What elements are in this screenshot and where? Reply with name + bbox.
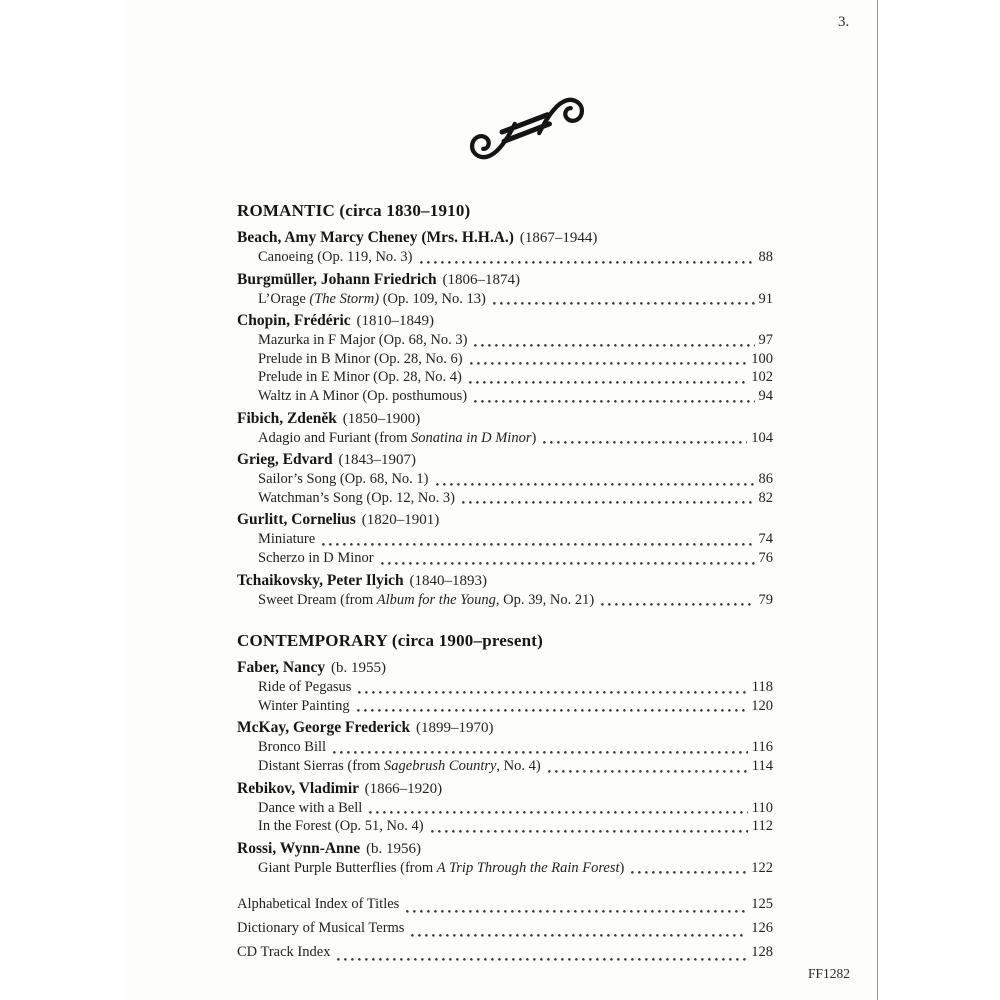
toc-entry: [237, 489, 773, 508]
page-ref: 86: [758, 471, 773, 488]
index-list: [237, 892, 773, 964]
page-ref: 82: [758, 489, 773, 506]
page-ref: 91: [758, 290, 773, 307]
composer-dates: (b. 1956): [366, 840, 422, 857]
composer-group: [237, 838, 773, 878]
piece-list: [237, 799, 773, 836]
toc-entry: [237, 916, 773, 940]
toc-entry: [237, 738, 773, 757]
piece-title: [258, 678, 351, 697]
piece-title: [258, 489, 455, 508]
piece-title-segment: Dance with a Bell: [258, 799, 363, 816]
dot-leader: [406, 916, 749, 940]
toc-entry: [237, 368, 773, 387]
page-ref: 94: [758, 387, 773, 404]
piece-title-segment: , Op. 39, No. 21): [495, 591, 595, 608]
piece-title: [258, 331, 467, 350]
page-ref: 76: [758, 549, 773, 566]
toc-entry: [237, 591, 773, 610]
dot-leader: [538, 429, 749, 448]
piece-title-segment: Bronco Bill: [258, 739, 327, 756]
piece-title-segment: , No. 4): [496, 757, 541, 774]
page-ref: 114: [751, 757, 773, 774]
composer-dates: (1843–1907): [338, 452, 416, 469]
composer-name: Grieg, Edvard: [237, 451, 337, 469]
piece-title: [237, 916, 404, 940]
composer-dates: (1810–1849): [356, 313, 435, 330]
section-heading: CONTEMPORARY (circa 1900–present): [237, 631, 543, 651]
piece-title-italic-segment: Album for the Young: [376, 591, 496, 608]
piece-title-segment: Adagio and Furiant (from: [258, 429, 412, 446]
piece-title: [258, 738, 326, 757]
composer-name: McKay, George Frederick: [237, 719, 415, 737]
piece-title-italic-segment: Sonatina in D Minor: [411, 429, 532, 446]
page-number: 3.: [838, 14, 850, 30]
piece-title: [258, 350, 463, 369]
toc-entry: [237, 248, 773, 267]
piece-list: [237, 859, 773, 878]
composer-line: [237, 509, 773, 530]
toc-sections: [237, 201, 773, 877]
dot-leader: [469, 331, 756, 350]
piece-title-segment: Prelude in E Minor (Op. 28, No. 4): [258, 369, 462, 386]
page-ref: 88: [758, 249, 773, 265]
piece-title-segment: ): [531, 429, 537, 446]
section-heading: ROMANTIC (circa 1830–1910): [237, 201, 471, 220]
composer-group: [237, 570, 773, 610]
piece-list: [237, 290, 773, 309]
toc-entry: [237, 892, 773, 916]
composer-dates: (1867–1944): [519, 230, 598, 246]
piece-title: [258, 387, 467, 406]
composer-line: [237, 310, 773, 331]
composer-name: Fibich, Zdeněk: [237, 409, 341, 427]
composer-group: [237, 657, 773, 715]
composer-line: [237, 778, 773, 799]
piece-title-segment: Winter Painting: [258, 697, 350, 714]
page-ref: 102: [751, 369, 773, 386]
composer-dates: (1806–1874): [442, 271, 521, 288]
composer-line: [237, 717, 773, 738]
piece-title: [258, 368, 462, 387]
toc-entry: [237, 940, 773, 964]
piece-title: [258, 290, 486, 309]
section-body: [237, 657, 773, 877]
dot-leader: [431, 470, 757, 489]
toc-entry: [237, 697, 773, 716]
toc-entry: [237, 530, 773, 549]
composer-name: Chopin, Frédéric: [237, 312, 355, 330]
piece-title-italic-segment: A Trip Through the Rain Forest: [436, 859, 620, 876]
piece-title-segment: Sweet Dream (from: [258, 591, 377, 608]
beamed-note-flourish-icon: [468, 82, 586, 176]
piece-title: [258, 470, 429, 489]
dot-leader: [465, 350, 750, 369]
dot-leader: [353, 678, 749, 697]
piece-title-segment: Dictionary of Musical Terms: [237, 920, 405, 937]
piece-title-segment: Canoeing (Op. 119, No. 3): [258, 249, 413, 265]
piece-title-italic-segment: (The Storm): [309, 290, 380, 307]
page-ref: 97: [758, 332, 773, 349]
dot-leader: [469, 387, 756, 406]
composer-group: [237, 509, 773, 567]
piece-title-segment: Ride of Pegasus: [258, 679, 352, 696]
composer-line: [237, 227, 773, 248]
composer-group: [237, 778, 773, 836]
toc-section: [237, 631, 773, 877]
piece-title-segment: Mazurka in F Major (Op. 68, No. 3): [258, 332, 468, 349]
toc-entry: [237, 549, 773, 568]
dot-leader: [364, 799, 749, 818]
dot-leader: [317, 530, 756, 549]
toc-entry: [237, 331, 773, 350]
piece-list: [237, 429, 773, 448]
composer-name: Rebikov, Vladimir: [237, 779, 363, 797]
section-body: [237, 227, 773, 609]
composer-line: [237, 408, 773, 429]
toc-entry: [237, 429, 773, 448]
piece-title-segment: Waltz in A Minor (Op. posthumous): [258, 387, 468, 404]
piece-title-segment: (Op. 109, No. 13): [379, 290, 486, 307]
page-ref: 128: [751, 944, 773, 961]
dot-leader: [401, 892, 749, 916]
dot-leader: [543, 757, 750, 776]
piece-title: [258, 429, 536, 448]
dot-leader: [426, 817, 750, 836]
composer-line: [237, 449, 773, 470]
piece-title: [258, 530, 315, 549]
piece-title-segment: Miniature: [258, 531, 316, 548]
page-ref: 100: [751, 350, 773, 367]
page-ref: 122: [751, 859, 773, 876]
dot-leader: [626, 859, 749, 878]
dot-leader: [596, 591, 756, 610]
page-ref: 104: [751, 429, 773, 446]
piece-title-segment: CD Track Index: [237, 944, 331, 961]
composer-line: [237, 570, 773, 591]
piece-title-segment: Prelude in B Minor (Op. 28, No. 6): [258, 350, 463, 367]
piece-list: [237, 678, 773, 715]
piece-list: [237, 248, 773, 267]
toc-entry: [237, 799, 773, 818]
piece-title-segment: Distant Sierras (from: [258, 757, 385, 774]
piece-title-segment: Alphabetical Index of Titles: [237, 896, 400, 913]
piece-title: [258, 248, 413, 267]
dot-leader: [352, 697, 750, 716]
dot-leader: [328, 738, 750, 757]
toc-entry: [237, 678, 773, 697]
piece-title-segment: Sailor’s Song (Op. 68, No. 1): [258, 471, 429, 488]
piece-title-italic-segment: Sagebrush Country: [384, 757, 497, 774]
page-ref: 118: [751, 679, 773, 696]
piece-title: [237, 940, 330, 964]
piece-title-segment: Giant Purple Butterflies (from: [258, 859, 437, 876]
page-ref: 79: [758, 591, 773, 608]
page-ref: 126: [751, 920, 773, 937]
toc-entry: [237, 350, 773, 369]
composer-line: [237, 838, 773, 859]
composer-group: [237, 310, 773, 405]
piece-title: [258, 799, 362, 818]
dot-leader: [488, 290, 757, 309]
composer-group: [237, 449, 773, 507]
piece-list: [237, 530, 773, 567]
composer-name: Tchaikovsky, Peter Ilyich: [237, 571, 408, 589]
page-ref: 120: [751, 697, 773, 714]
piece-list: [237, 738, 773, 775]
piece-title: [258, 757, 541, 776]
dot-leader: [376, 549, 757, 568]
page-ref: 110: [751, 799, 773, 816]
composer-dates: (1850–1900): [342, 410, 421, 427]
composer-name: Rossi, Wynn-Anne: [237, 839, 365, 857]
page-ref: 125: [751, 896, 773, 913]
toc-entry: [237, 859, 773, 878]
composer-line: [237, 657, 773, 678]
composer-dates: (1840–1893): [409, 572, 488, 589]
piece-title: [258, 859, 624, 878]
piece-list: [237, 591, 773, 610]
composer-name: Gurlitt, Cornelius: [237, 511, 360, 529]
composer-group: [237, 408, 773, 448]
toc-entry: [237, 757, 773, 776]
piece-title: [258, 591, 594, 610]
composer-name: Burgmüller, Johann Friedrich: [237, 270, 441, 288]
dot-leader: [464, 368, 749, 387]
toc-section: [237, 201, 773, 609]
composer-group: [237, 717, 773, 775]
piece-list: [237, 470, 773, 507]
toc: [237, 201, 773, 964]
toc-entry: [237, 290, 773, 309]
page-ref: 116: [751, 739, 773, 756]
piece-title-segment: In the Forest (Op. 51, No. 4): [258, 818, 424, 835]
piece-title: [237, 892, 399, 916]
composer-group: [237, 269, 773, 309]
piece-title: [258, 817, 424, 836]
dot-leader: [457, 489, 757, 508]
piece-title-segment: Watchman’s Song (Op. 12, No. 3): [258, 489, 455, 506]
piece-title-segment: ): [619, 859, 625, 876]
page-edge-line: [877, 0, 878, 1000]
piece-title: [258, 549, 374, 568]
page-ref: 112: [751, 818, 773, 835]
dot-leader: [332, 940, 749, 964]
publisher-code: FF1282: [808, 966, 851, 981]
toc-entry: [237, 387, 773, 406]
dot-leader: [415, 248, 757, 267]
composer-dates: (1866–1920): [364, 780, 443, 797]
piece-title: [258, 697, 350, 716]
composer-dates: (1899–1970): [416, 720, 494, 737]
composer-dates: (b. 1955): [331, 660, 386, 677]
page-ref: 74: [758, 531, 773, 548]
toc-entry: [237, 817, 773, 836]
composer-name: Faber, Nancy: [237, 659, 329, 677]
piece-title-segment: Scherzo in D Minor: [258, 549, 374, 566]
piece-title-segment: L’Orage: [258, 290, 310, 307]
composer-group: [237, 227, 773, 267]
composer-name: Beach, Amy Marcy Cheney (Mrs. H.H.A.): [237, 229, 518, 246]
composer-line: [237, 269, 773, 290]
piece-list: [237, 331, 773, 405]
toc-entry: [237, 470, 773, 489]
composer-dates: (1820–1901): [361, 512, 440, 529]
